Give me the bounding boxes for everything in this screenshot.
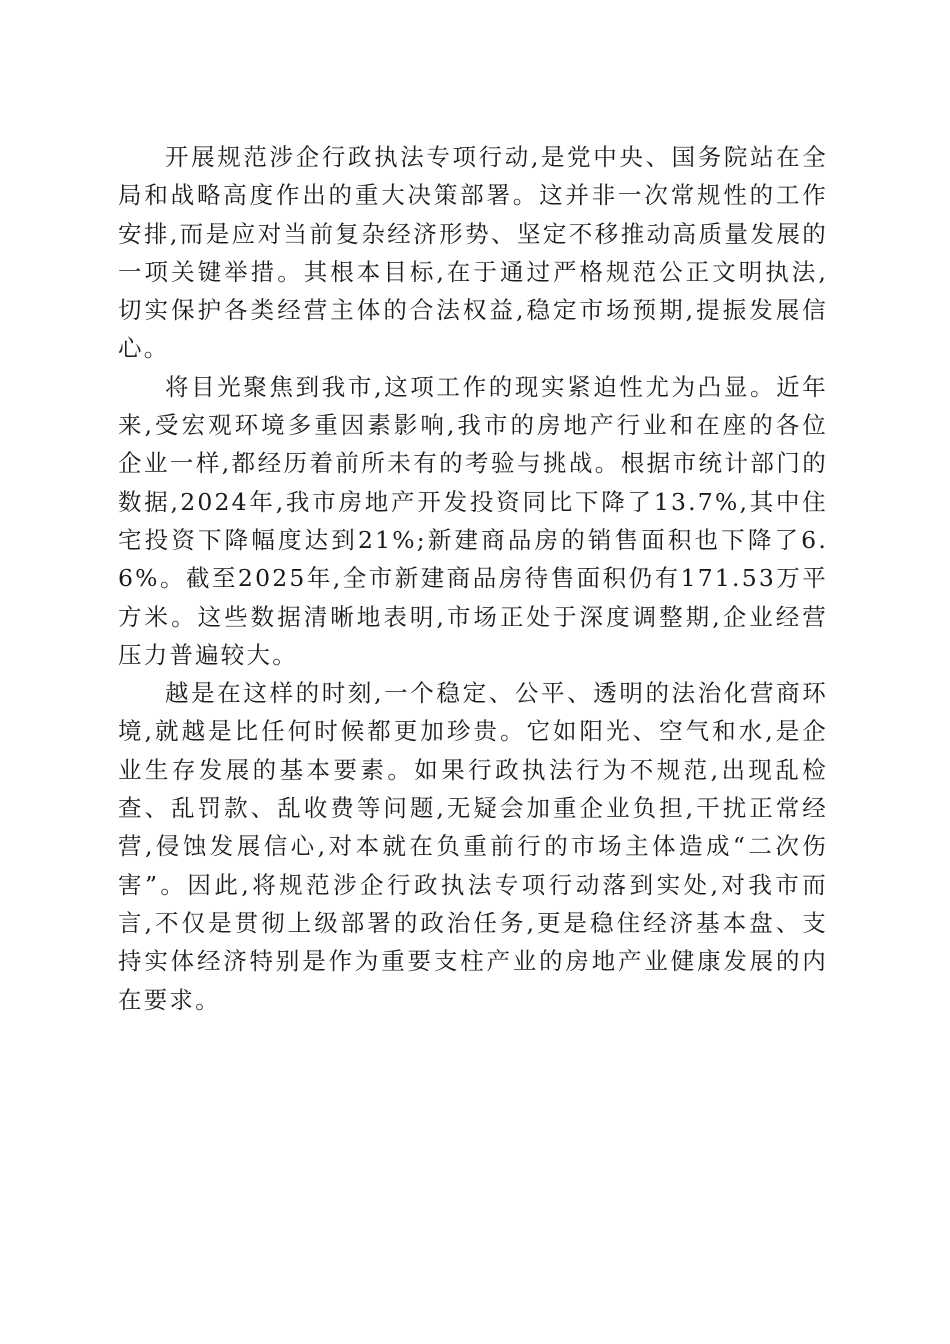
paragraph-2: 将目光聚焦到我市,这项工作的现实紧迫性尤为凸显。近年来,受宏观环境多重因素影响,我市的房地产行业和在座的各位企业一样,都经历着前所未有的考验与挑战。根据市统计部门的数据,2024年,我市房地产开发投资同比下降了13.7%,其中住宅投资下降幅度达到21%;新建商品房的销售面积也下降了6.6%。截至2025年,全市新建商品房待售面积仍有171.53万平方米。这些数据清晰地表明,市场正处于深度调整期,企业经营压力普遍较大。 xyxy=(118,372,828,669)
paragraph-3: 越是在这样的时刻,一个稳定、公平、透明的法治化营商环境,就越是比任何时候都更加珍贵。它如阳光、空气和水,是企业生存发展的基本要素。如果行政执法行为不规范,出现乱检查、乱罚款、乱收费等问题,无疑会加重企业负担,干扰正常经营,侵蚀发展信心,对本就在负重前行的市场主体造成“二次伤害”。因此,将规范涉企行政执法专项行动落到实处,对我市而言,不仅是贯彻上级部署的政治任务,更是稳住经济基本盘、支持实体经济特别是作为重要支柱产业的房地产业健康发展的内在要求。 xyxy=(118,679,828,1014)
document-body xyxy=(118,138,828,1019)
paragraph-1: 开展规范涉企行政执法专项行动,是党中央、国务院站在全局和战略高度作出的重大决策部署。这并非一次常规性的工作安排,而是应对当前复杂经济形势、坚定不移推动高质量发展的一项关键举措。其根本目标,在于通过严格规范公正文明执法,切实保护各类经营主体的合法权益,稳定市场预期,提振发展信心。 xyxy=(118,143,828,363)
